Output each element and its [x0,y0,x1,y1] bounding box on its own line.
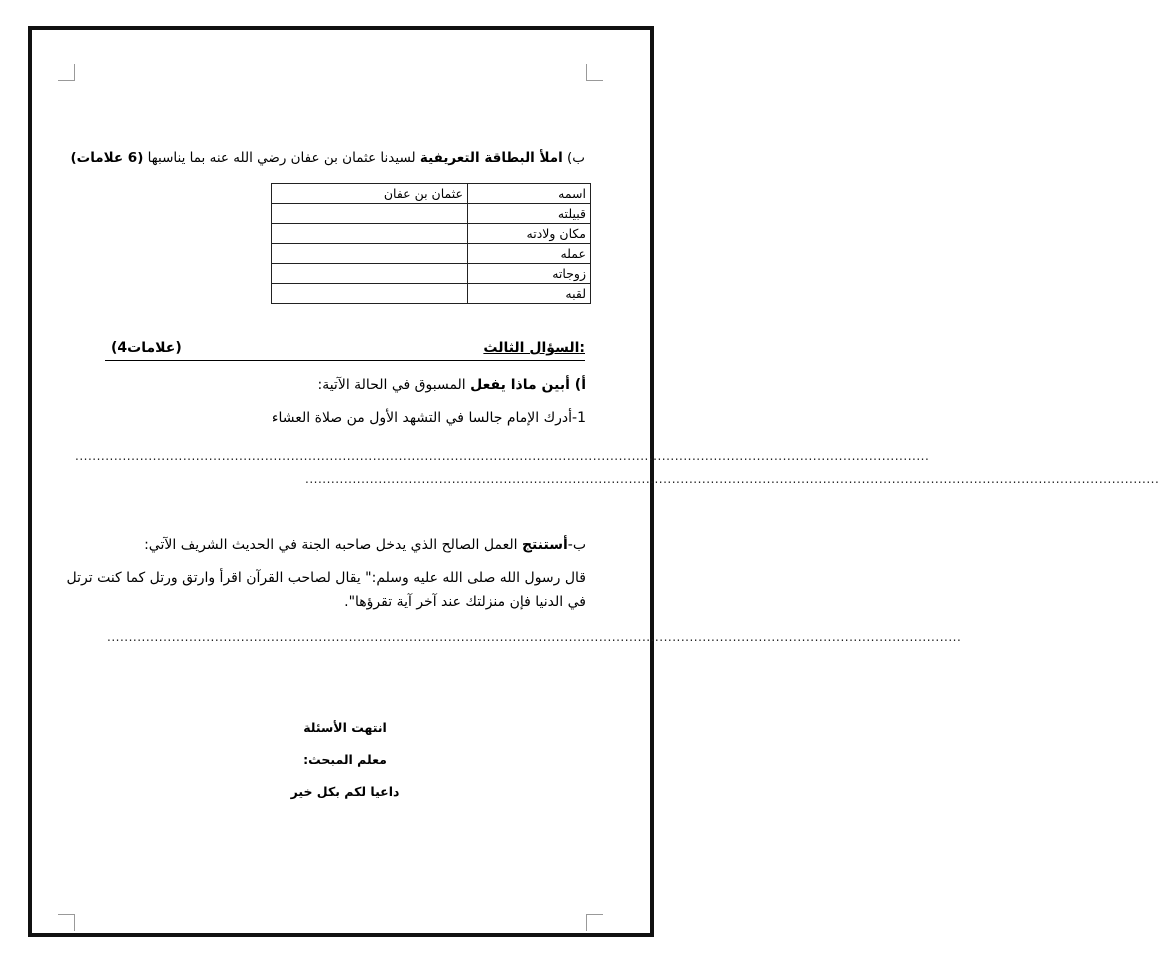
closing-wish: داعيا لكم بكل خير [290,784,400,799]
table-row [272,244,591,264]
hadith-line-1: قال رسول الله صلى الله عليه وسلم:" يقال لصاحب القرآن اقرأ وارتق ورتل كما كنت ترتل [66,570,586,586]
table-row [272,204,591,224]
section-b-marks: (6 علامات) [70,150,144,166]
card-label: مكان ولادته [468,224,591,244]
part-a-prefix: أ) [569,377,586,393]
part-a-instruction [317,377,586,393]
card-value [272,204,468,224]
question3-title-bar [105,340,585,361]
section-b-prefix: ب) [562,150,585,166]
question3-marks: (4علامات) [111,340,182,356]
card-value [272,224,468,244]
card-value [272,244,468,264]
end-of-questions: انتهت الأسئلة [303,720,387,735]
crop-mark-top-left [58,64,75,81]
section-b-text: لسيدنا عثمان بن عفان رضي الله عنه بما يناسبها [143,150,420,166]
part-a-item1: 1-أدرك الإمام جالسا في التشهد الأول من صلاة العشاء [271,410,586,426]
answer-dots-line: ...................................................................................................................................................................................................... [75,449,930,463]
part-b-bold: أستنتج [521,537,568,553]
part-a-bold: أبين ماذا يفعل [470,377,570,393]
teacher-label: معلم المبحث: [303,752,387,767]
answer-dots-line: ...................................................................................................................................................................................................... [305,472,1159,486]
card-label: زوجاته [468,264,591,284]
answer-dots-line: ...................................................................................................................................................................................................... [107,630,962,644]
question3-title: السؤال الثالث: [483,340,585,356]
table-row [272,264,591,284]
card-label: قبيلته [468,204,591,224]
section-b-heading [70,150,585,166]
crop-mark-bottom-left [58,914,75,931]
section-b-bold: املأ البطاقة التعريفية [419,150,563,166]
table-row [272,224,591,244]
part-b-prefix: ب- [567,537,586,553]
crop-mark-top-right [586,64,603,81]
table-row [272,184,591,204]
part-b-instruction [144,537,586,553]
card-value: عثمان بن عفان [272,184,468,204]
card-value [272,264,468,284]
card-value [272,284,468,304]
crop-mark-bottom-right [586,914,603,931]
card-label: اسمه [468,184,591,204]
hadith-line-2: في الدنيا فإن منزلتك عند آخر آية تقرؤها". [344,594,586,610]
table-row [272,284,591,304]
part-b-text: العمل الصالح الذي يدخل صاحبه الجنة في الحديث الشريف الآتي: [144,537,522,553]
part-a-text: المسبوق في الحالة الآتية: [317,377,471,393]
card-label: لقبه [468,284,591,304]
card-label: عمله [468,244,591,264]
identification-card-table [271,183,591,304]
